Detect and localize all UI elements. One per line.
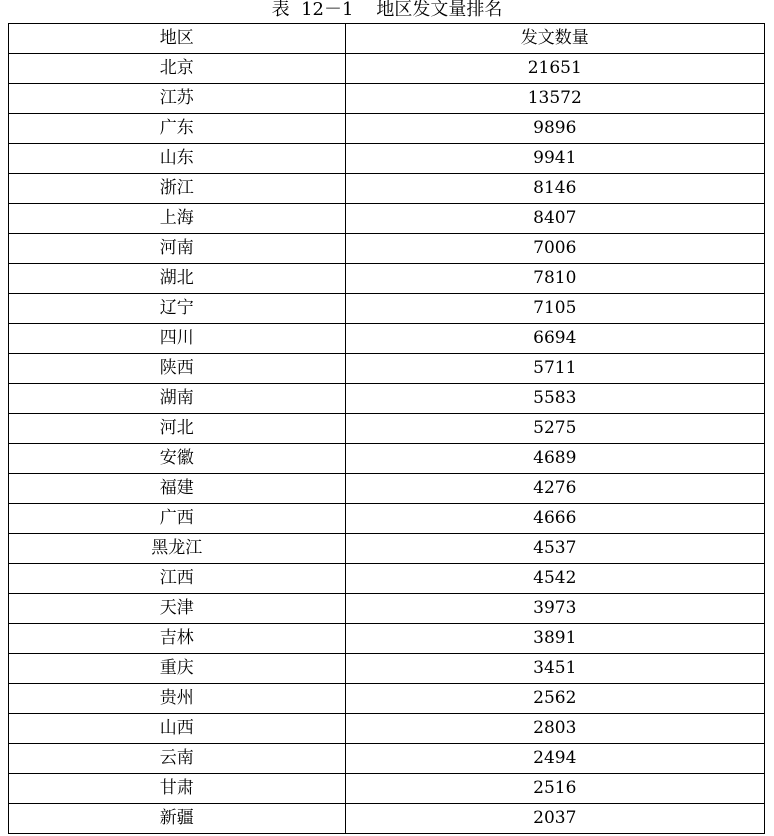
region-cell: 上海 xyxy=(9,204,346,234)
count-cell: 2562 xyxy=(345,684,764,714)
count-cell: 21651 xyxy=(345,54,764,84)
count-cell: 13572 xyxy=(345,84,764,114)
region-cell: 河北 xyxy=(9,414,346,444)
region-cell: 云南 xyxy=(9,744,346,774)
table-header-row xyxy=(9,24,765,54)
region-cell: 浙江 xyxy=(9,174,346,204)
region-cell: 黑龙江 xyxy=(9,534,346,564)
table-row xyxy=(9,84,765,114)
table-row xyxy=(9,384,765,414)
region-cell: 甘肃 xyxy=(9,774,346,804)
region-cell: 陕西 xyxy=(9,354,346,384)
region-cell: 新疆 xyxy=(9,804,346,834)
table-row xyxy=(9,774,765,804)
region-cell: 天津 xyxy=(9,594,346,624)
table-caption: 表 12－1 地区发文量排名 xyxy=(271,0,503,20)
count-cell: 8407 xyxy=(345,204,764,234)
count-cell: 9896 xyxy=(345,114,764,144)
count-cell: 9941 xyxy=(345,144,764,174)
region-cell: 江苏 xyxy=(9,84,346,114)
count-cell: 4537 xyxy=(345,534,764,564)
count-cell: 3973 xyxy=(345,594,764,624)
region-cell: 四川 xyxy=(9,324,346,354)
count-cell: 7810 xyxy=(345,264,764,294)
region-cell: 辽宁 xyxy=(9,294,346,324)
region-cell: 江西 xyxy=(9,564,346,594)
table-row xyxy=(9,204,765,234)
count-cell: 3451 xyxy=(345,654,764,684)
table-row xyxy=(9,654,765,684)
table-row xyxy=(9,594,765,624)
table-row xyxy=(9,54,765,84)
table-row xyxy=(9,444,765,474)
region-cell: 吉林 xyxy=(9,624,346,654)
table-row xyxy=(9,744,765,774)
count-cell: 5275 xyxy=(345,414,764,444)
count-cell: 2037 xyxy=(345,804,764,834)
region-cell: 安徽 xyxy=(9,444,346,474)
table-row xyxy=(9,234,765,264)
region-cell: 重庆 xyxy=(9,654,346,684)
table-row xyxy=(9,804,765,834)
table-row xyxy=(9,414,765,444)
count-cell: 8146 xyxy=(345,174,764,204)
region-cell: 福建 xyxy=(9,474,346,504)
table-row xyxy=(9,714,765,744)
count-cell: 7006 xyxy=(345,234,764,264)
table-row xyxy=(9,324,765,354)
table-row xyxy=(9,624,765,654)
count-cell: 6694 xyxy=(345,324,764,354)
count-cell: 5583 xyxy=(345,384,764,414)
region-cell: 山西 xyxy=(9,714,346,744)
count-cell: 5711 xyxy=(345,354,764,384)
table-row xyxy=(9,684,765,714)
region-cell: 湖北 xyxy=(9,264,346,294)
table-row xyxy=(9,264,765,294)
region-cell: 广西 xyxy=(9,504,346,534)
table-row xyxy=(9,474,765,504)
count-cell: 2803 xyxy=(345,714,764,744)
region-cell: 山东 xyxy=(9,144,346,174)
table-row xyxy=(9,504,765,534)
count-cell: 4666 xyxy=(345,504,764,534)
count-cell: 3891 xyxy=(345,624,764,654)
header-count: 发文数量 xyxy=(345,24,764,54)
count-cell: 4276 xyxy=(345,474,764,504)
count-cell: 4542 xyxy=(345,564,764,594)
table-row xyxy=(9,354,765,384)
count-cell: 7105 xyxy=(345,294,764,324)
table-row xyxy=(9,534,765,564)
region-cell: 湖南 xyxy=(9,384,346,414)
count-cell: 2516 xyxy=(345,774,764,804)
region-cell: 北京 xyxy=(9,54,346,84)
table-body xyxy=(9,54,765,834)
table-row xyxy=(9,174,765,204)
count-cell: 4689 xyxy=(345,444,764,474)
header-region: 地区 xyxy=(9,24,346,54)
region-cell: 河南 xyxy=(9,234,346,264)
region-cell: 贵州 xyxy=(9,684,346,714)
table-row xyxy=(9,564,765,594)
region-publication-table xyxy=(8,23,765,834)
table-row xyxy=(9,294,765,324)
count-cell: 2494 xyxy=(345,744,764,774)
region-cell: 广东 xyxy=(9,114,346,144)
table-row xyxy=(9,114,765,144)
table-row xyxy=(9,144,765,174)
